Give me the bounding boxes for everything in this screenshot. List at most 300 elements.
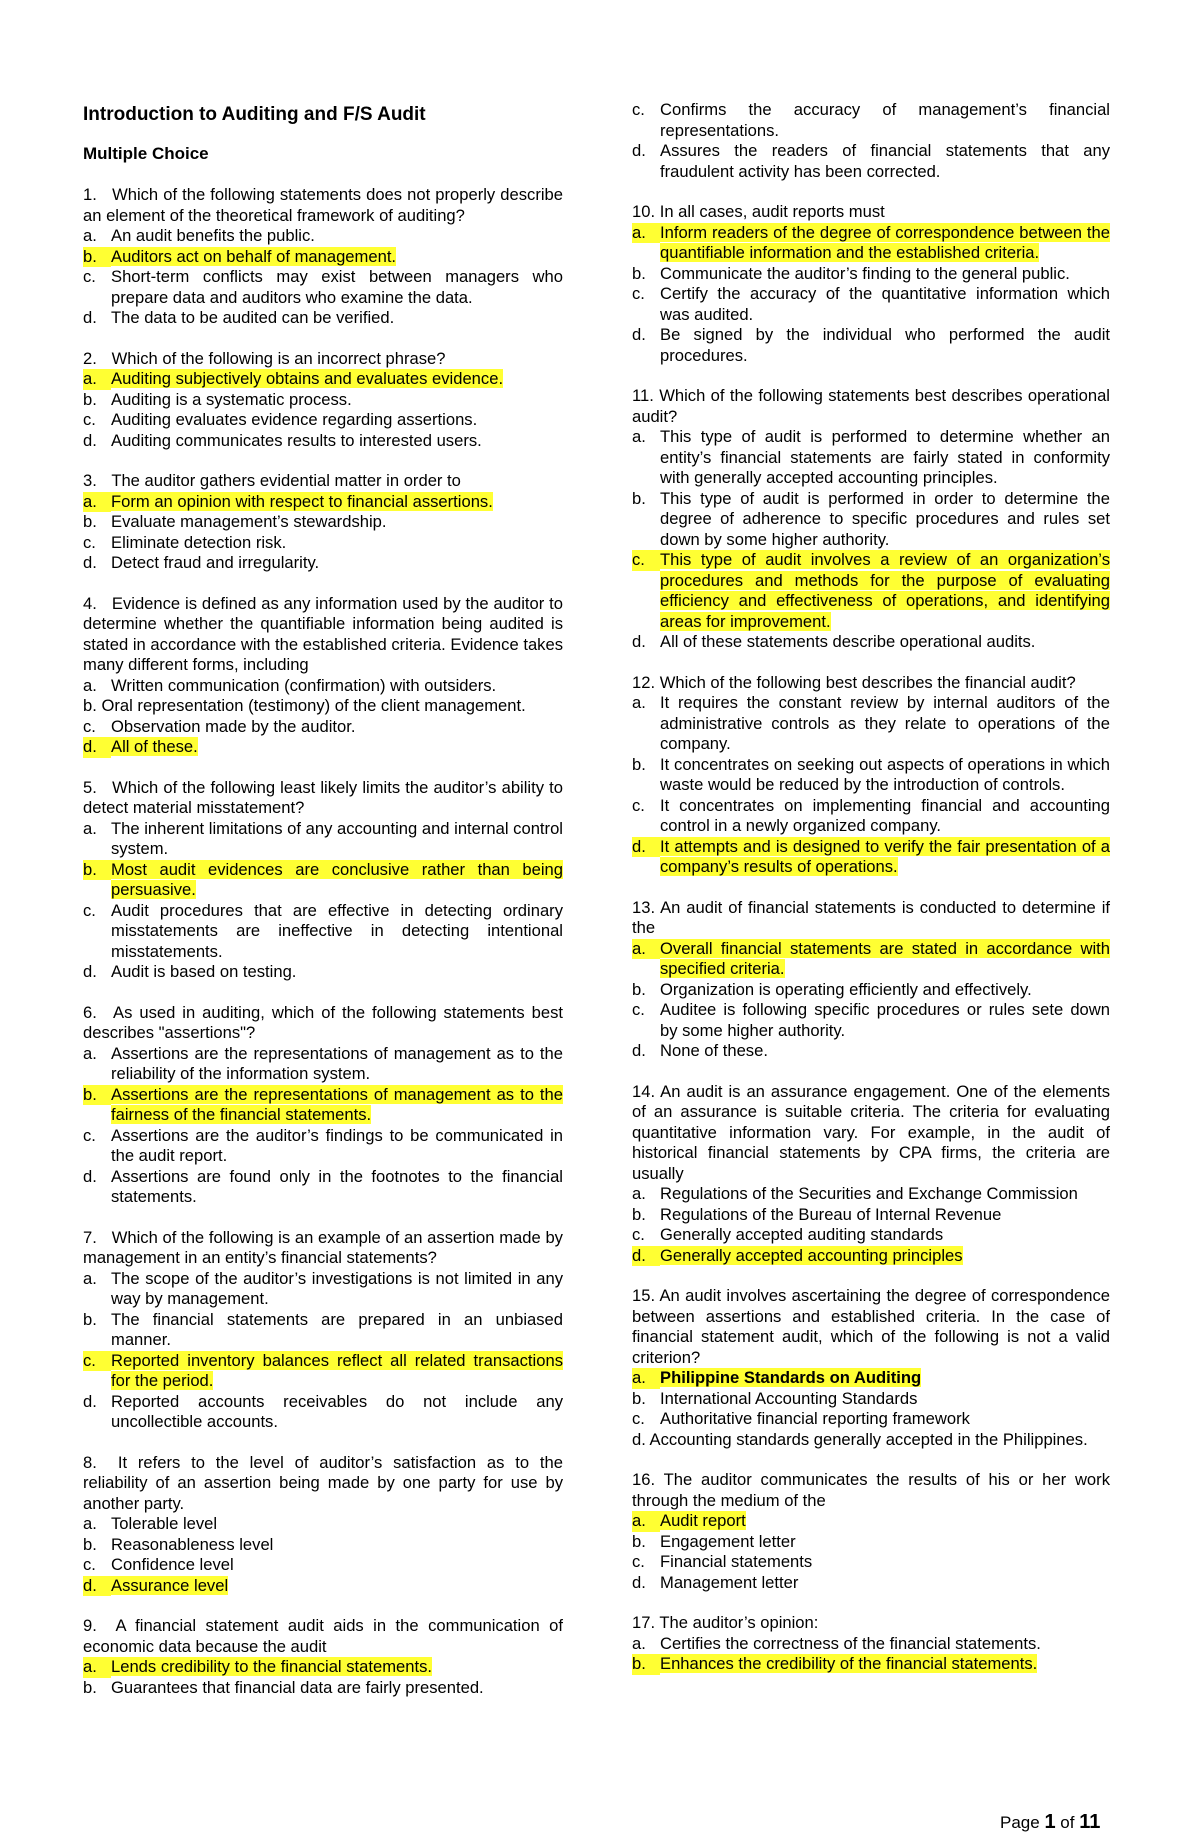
- question-stem: [632, 1470, 1110, 1511]
- option-text-wrap: [111, 553, 563, 574]
- option-text: Auditing subjectively obtains and evaluates evidence.: [111, 369, 504, 388]
- option: [83, 1678, 563, 1699]
- question-stem: [83, 594, 563, 676]
- option-text-wrap: [111, 676, 563, 697]
- option-text-wrap: [660, 980, 1110, 1001]
- question-text: In all cases, audit reports must: [659, 202, 885, 221]
- option: [83, 1126, 563, 1167]
- option: [632, 980, 1110, 1001]
- option-letter: d.: [632, 1041, 646, 1060]
- option-text-wrap: [111, 1167, 563, 1208]
- option: [632, 1205, 1110, 1226]
- option-text-wrap: [660, 693, 1110, 755]
- question-number: 8.: [83, 1452, 97, 1472]
- page-total: 11: [1079, 1811, 1101, 1833]
- option-text-wrap: [660, 264, 1110, 285]
- option-text: Management letter: [660, 1572, 799, 1592]
- question: [632, 1082, 1110, 1267]
- option-text: It attempts and is designed to verify the fair presentation of a company’s results of operations.: [660, 836, 1110, 876]
- option: [83, 1555, 563, 1576]
- question: [632, 898, 1110, 1062]
- option-letter: b.: [632, 263, 646, 283]
- option-text-wrap: [111, 390, 563, 411]
- option-letter: c.: [83, 1555, 96, 1574]
- option-letter: d.: [632, 325, 646, 344]
- option-letter: [83, 1657, 111, 1678]
- option-letter: [632, 223, 660, 264]
- option-text: Assertions are the auditor’s findings to be communicated in the audit report.: [111, 1125, 563, 1165]
- option: [632, 1409, 1110, 1430]
- option-letter-highlight: b.: [632, 1654, 660, 1675]
- option: [83, 1657, 563, 1678]
- option-text: Enhances the credibility of the financial statements.: [660, 1654, 1038, 1673]
- option-text: Auditing is a systematic process.: [111, 389, 352, 409]
- option-letter: [83, 369, 111, 390]
- option-letter-highlight: c.: [632, 550, 660, 571]
- option-text: This type of audit is performed to determine whether an entity’s financial statements are fairly stated in conformity with generally accepted accounting principles.: [660, 427, 1110, 487]
- option-text-wrap: [660, 939, 1110, 980]
- option-text: This type of audit is performed in order to determine the degree of adherence to specific procedures and rules set down by some higher authority.: [660, 488, 1110, 549]
- option: [83, 226, 563, 247]
- option-letter: a.: [83, 675, 97, 695]
- option-letter: c.: [632, 1409, 645, 1428]
- option-letter: b.: [632, 754, 646, 774]
- option-letter: [83, 247, 111, 268]
- option-letter: c.: [83, 900, 96, 920]
- option: [632, 1000, 1110, 1041]
- option-text-wrap: [111, 1535, 563, 1556]
- option-text: Philippine Standards on Auditing: [660, 1368, 922, 1387]
- option-text: The data to be audited can be verified.: [111, 308, 395, 327]
- option: [632, 223, 1110, 264]
- of-word: of: [1060, 1813, 1075, 1832]
- option-text: Certifies the correctness of the financial statements.: [660, 1633, 1041, 1653]
- option-text: Reported accounts receivables do not include any uncollectible accounts.: [111, 1391, 563, 1431]
- option-text: Regulations of the Securities and Exchange Commission: [660, 1184, 1078, 1203]
- question: [83, 778, 563, 983]
- option: [632, 1389, 1110, 1410]
- page-number: 1: [1044, 1811, 1056, 1833]
- option: [632, 1532, 1110, 1553]
- question-list-left: [83, 185, 563, 1698]
- question-stem: [83, 349, 563, 370]
- option-letter: b.: [83, 512, 97, 531]
- question-number: 11.: [632, 386, 654, 405]
- option-letter: a.: [83, 226, 97, 245]
- option-letter: b.: [632, 1388, 646, 1408]
- question-stem: [83, 471, 563, 492]
- question: [632, 202, 1110, 366]
- option: [632, 796, 1110, 837]
- question: [83, 185, 563, 329]
- option-letter: b.: [83, 1309, 97, 1329]
- option-text-wrap: [111, 819, 563, 860]
- option-text: Overall financial statements are stated in accordance with specified criteria.: [660, 938, 1110, 978]
- option-text: Regulations of the Bureau of Internal Revenue: [660, 1204, 1002, 1224]
- option-text: Confirms the accuracy of management’s financial representations.: [660, 100, 1110, 140]
- option-text-wrap: [111, 1514, 563, 1535]
- option-text: Organization is operating efficiently and effectively.: [660, 979, 1032, 999]
- option-text-wrap: [111, 962, 563, 983]
- option-text: Short-term conflicts may exist between managers who prepare data and auditors who examine the data.: [111, 267, 563, 307]
- question-text: Which of the following statements does not properly describe an element of the theoretical framework of auditing?: [83, 185, 563, 225]
- question: [83, 1003, 563, 1208]
- option-letter-highlight: b.: [83, 247, 111, 268]
- option-text-wrap: [660, 755, 1110, 796]
- option-text: None of these.: [660, 1041, 768, 1060]
- option-text-wrap: [111, 1310, 563, 1351]
- option-letter: b.: [83, 389, 97, 409]
- option-text: This type of audit involves a review of an organization’s procedures and methods for the purpose of evaluating efficiency and effectiveness of operations, and identifying areas for improvement.: [660, 550, 1110, 631]
- option-text: Be signed by the individual who performed the audit procedures.: [660, 325, 1110, 365]
- option-letter-highlight: b.: [83, 1085, 111, 1106]
- option-text: Form an opinion with respect to financial assertions.: [111, 491, 493, 511]
- option-letter: d.: [632, 632, 646, 651]
- option: [632, 1573, 1110, 1594]
- option: [632, 550, 1110, 632]
- question-list-right: [632, 202, 1110, 1675]
- option-letter-highlight: c.: [83, 1351, 111, 1372]
- question-stem: [83, 1453, 563, 1515]
- option: [83, 1085, 563, 1126]
- option-text-wrap: [111, 492, 563, 513]
- option-text: Reasonableness level: [111, 1534, 274, 1554]
- option-text: Accounting standards generally accepted in the Philippines.: [649, 1429, 1088, 1449]
- option-text: Assertions are found only in the footnotes to the financial statements.: [111, 1166, 563, 1206]
- option-letter: a.: [83, 1514, 97, 1533]
- option: [83, 267, 563, 308]
- section-title: Multiple Choice: [83, 144, 209, 163]
- option: [83, 819, 563, 860]
- option-text: Generally accepted accounting principles: [660, 1245, 963, 1265]
- option-letter: d.: [83, 1391, 97, 1411]
- option-text-wrap: [660, 427, 1110, 489]
- option-letter: [632, 1511, 660, 1532]
- question-text: Which of the following is an incorrect phrase?: [111, 348, 446, 368]
- option-letter: b.: [632, 979, 646, 999]
- option-letter: b.: [632, 1204, 646, 1224]
- option-text-wrap: [660, 284, 1110, 325]
- option-letter-highlight: d.: [632, 837, 660, 858]
- option-text-wrap: [111, 1555, 563, 1576]
- question-number: 7.: [83, 1227, 97, 1247]
- option-letter: [632, 837, 660, 878]
- question-number: 16.: [632, 1470, 656, 1489]
- question-text: As used in auditing, which of the following statements best describes "assertions"?: [83, 1002, 564, 1042]
- question: [632, 673, 1110, 878]
- option-text-wrap: [111, 860, 563, 901]
- question-number: 13.: [632, 897, 656, 917]
- option-letter: [83, 1351, 111, 1392]
- option-text-wrap: [111, 737, 563, 758]
- question-9-continued: [632, 100, 1110, 182]
- option-text-wrap: [660, 1654, 1110, 1675]
- option-text: Evaluate management’s stewardship.: [111, 512, 387, 531]
- option-text: Audit report: [660, 1511, 746, 1530]
- option-text: Assurance level: [111, 1575, 229, 1595]
- option-text-wrap: [111, 1351, 563, 1392]
- option-letter-highlight: a.: [83, 369, 111, 390]
- option-text: Written communication (confirmation) with outsiders.: [111, 675, 497, 695]
- option-text: Lends credibility to the financial statements.: [111, 1657, 432, 1676]
- option-letter: d.: [632, 1429, 646, 1449]
- option: [83, 1351, 563, 1392]
- question-text: The auditor gathers evidential matter in order to: [111, 471, 461, 490]
- option: [632, 264, 1110, 285]
- option-text-wrap: [111, 247, 563, 268]
- option: [83, 962, 563, 983]
- option-letter-highlight: a.: [83, 492, 111, 513]
- question-text: It refers to the level of auditor’s satisfaction as to the reliability of an assertion being made by one party for use by another party.: [83, 1452, 563, 1513]
- option-letter: [632, 1654, 660, 1675]
- option-text-wrap: [111, 1269, 563, 1310]
- option: [632, 837, 1110, 878]
- option: [83, 369, 563, 390]
- option: [83, 247, 563, 268]
- question: [83, 594, 563, 758]
- option-letter: b.: [632, 488, 646, 508]
- option-text-wrap: [111, 226, 563, 247]
- page-word: Page: [1000, 1813, 1040, 1832]
- question-number: 15.: [632, 1286, 656, 1305]
- option-text: Assures the readers of financial statements that any fraudulent activity has been corrected.: [660, 141, 1110, 181]
- question: [83, 1616, 563, 1698]
- question-stem: [83, 1228, 563, 1269]
- option-letter: c.: [632, 1000, 645, 1019]
- question-text: An audit is an assurance engagement. One of the elements of an assurance is suitable criteria. The criteria for evaluating quantitative information vary. For example, in the audit of historical financial statements by CPA firms, the criteria are usually: [632, 1081, 1110, 1183]
- option: [83, 1167, 563, 1208]
- option: [632, 1225, 1110, 1246]
- option-text: Most audit evidences are conclusive rather than being persuasive.: [111, 859, 563, 899]
- option-text: The financial statements are prepared in an unbiased manner.: [111, 1309, 563, 1349]
- option: [632, 100, 1110, 141]
- option-text-wrap: [660, 1041, 1110, 1062]
- option-text: Reported inventory balances reflect all related transactions for the period.: [111, 1350, 563, 1390]
- question-number: 12.: [632, 672, 656, 692]
- option-text-wrap: [660, 1409, 1110, 1430]
- question-number: 1.: [83, 185, 97, 204]
- question: [83, 1228, 563, 1433]
- question-stem: [83, 1003, 563, 1044]
- option-text-wrap: [111, 1576, 563, 1597]
- option-text-wrap: [111, 1392, 563, 1433]
- option-letter: a.: [83, 818, 97, 838]
- option-letter: c.: [632, 1552, 645, 1571]
- option: [83, 390, 563, 411]
- option-letter: a.: [632, 427, 646, 446]
- option-letter: [632, 550, 660, 632]
- option-text-wrap: [111, 512, 563, 533]
- option: [83, 553, 563, 574]
- option: [632, 284, 1110, 325]
- option-letter: d.: [83, 1166, 97, 1186]
- option-letter: a.: [83, 1268, 97, 1288]
- option-text: International Accounting Standards: [660, 1388, 918, 1408]
- question-number: 3.: [83, 471, 97, 490]
- option-letter-highlight: a.: [632, 939, 660, 960]
- option-letter: [632, 939, 660, 980]
- option-text-wrap: [111, 369, 563, 390]
- option-letter: c.: [83, 1125, 96, 1145]
- option: [83, 737, 563, 758]
- option-text-wrap: [660, 1000, 1110, 1041]
- option: [632, 141, 1110, 182]
- question-text: Which of the following is an example of an assertion made by management in an entity’s financial statements?: [83, 1227, 563, 1267]
- option-letter: d.: [632, 1572, 646, 1592]
- option-text-wrap: [660, 1184, 1110, 1205]
- option-text: It requires the constant review by internal auditors of the administrative controls as they relate to operations of the company.: [660, 693, 1110, 753]
- option: [83, 308, 563, 329]
- option: [632, 939, 1110, 980]
- question-text: The auditor communicates the results of his or her work through the medium of the: [632, 1470, 1110, 1510]
- option-text-wrap: [660, 550, 1110, 632]
- option: [632, 1368, 1110, 1389]
- option-text-wrap: [111, 1657, 563, 1678]
- option: [83, 696, 563, 717]
- question: [632, 1613, 1110, 1675]
- question-stem: [632, 1082, 1110, 1185]
- option-letter: c.: [632, 284, 645, 303]
- option-letter: a.: [632, 1633, 646, 1653]
- document-title: Introduction to Auditing and F/S Audit: [83, 104, 426, 125]
- option: [83, 901, 563, 963]
- question-stem: [83, 185, 563, 226]
- option: [83, 717, 563, 738]
- question-text: A financial statement audit aids in the communication of economic data because the audit: [83, 1616, 563, 1656]
- question-stem: [632, 673, 1110, 694]
- option-letter-highlight: d.: [632, 1246, 660, 1267]
- option-text-wrap: [660, 223, 1110, 264]
- option-text-wrap: [660, 1205, 1110, 1226]
- option-letter: c.: [83, 410, 96, 429]
- option-text-wrap: [660, 1532, 1110, 1553]
- option-text: Audit procedures that are effective in detecting ordinary misstatements are ineffective in detecting intentional misstatements.: [111, 900, 563, 961]
- question-stem: [632, 1613, 1110, 1634]
- question-text: An audit of financial statements is conducted to determine if the: [632, 897, 1111, 937]
- option-letter: c.: [632, 100, 645, 119]
- option-letter: b.: [632, 1531, 646, 1551]
- option-text: All of these.: [111, 737, 198, 756]
- option-text: Auditing communicates results to interested users.: [111, 430, 482, 450]
- option-text-wrap: [111, 901, 563, 963]
- option: [632, 1634, 1110, 1655]
- option: [632, 427, 1110, 489]
- option-text-wrap: [660, 1511, 1110, 1532]
- option-text-wrap: [660, 1246, 1110, 1267]
- question-number: 17.: [632, 1613, 656, 1632]
- option: [632, 1184, 1110, 1205]
- question-number: 5.: [83, 777, 97, 797]
- option-text: Auditee is following specific procedures or rules sete down by some higher authority.: [660, 1000, 1110, 1040]
- option-letter: c.: [83, 267, 96, 286]
- option-text: Eliminate detection risk.: [111, 532, 287, 552]
- option-text: Financial statements: [660, 1552, 813, 1571]
- option-text: Detect fraud and irregularity.: [111, 553, 320, 572]
- option-letter: [83, 1085, 111, 1126]
- option-text: Certify the accuracy of the quantitative information which was audited.: [660, 284, 1110, 324]
- option: [632, 325, 1110, 366]
- option: [83, 492, 563, 513]
- option-letter-highlight: a.: [632, 223, 660, 244]
- option: [632, 1552, 1110, 1573]
- option-text-wrap: [660, 1225, 1110, 1246]
- option-letter: a.: [83, 1043, 97, 1063]
- option: [83, 1576, 563, 1597]
- option-text-wrap: [111, 717, 563, 738]
- option-text-wrap: [111, 267, 563, 308]
- option-text-wrap: [111, 410, 563, 431]
- question-stem: [632, 1286, 1110, 1368]
- question-number: 6.: [83, 1002, 97, 1022]
- question: [83, 471, 563, 574]
- option-letter: [83, 860, 111, 901]
- question-number: 14.: [632, 1081, 656, 1101]
- option-text: Inform readers of the degree of correspondence between the quantifiable information and the established criteria.: [660, 222, 1110, 262]
- option: [632, 693, 1110, 755]
- option-letter: b.: [83, 1534, 97, 1554]
- option-letter: d.: [83, 308, 97, 327]
- option: [83, 860, 563, 901]
- option-text: It concentrates on implementing financial and accounting control in a newly organized company.: [660, 795, 1110, 835]
- option-letter: b.: [83, 1677, 97, 1697]
- option: [632, 1430, 1110, 1451]
- option: [632, 1654, 1110, 1675]
- option-letter-highlight: a.: [632, 1511, 660, 1532]
- option-text: An audit benefits the public.: [111, 226, 315, 245]
- option-letter-highlight: a.: [83, 1657, 111, 1678]
- question: [83, 1453, 563, 1597]
- option-letter: [83, 492, 111, 513]
- question: [632, 386, 1110, 653]
- option-letter: d.: [83, 962, 97, 981]
- option: [632, 1246, 1110, 1267]
- option: [632, 1041, 1110, 1062]
- option-text-wrap: [660, 1552, 1110, 1573]
- option-letter: c.: [83, 716, 96, 736]
- option: [632, 755, 1110, 796]
- question: [632, 1286, 1110, 1450]
- option-text-wrap: [660, 1368, 1110, 1389]
- option: [83, 512, 563, 533]
- option: [83, 1310, 563, 1351]
- option-text-wrap: [660, 1634, 1110, 1655]
- option-text: Confidence level: [111, 1555, 234, 1574]
- option-letter: c.: [632, 1225, 645, 1244]
- question-text: Which of the following statements best describes operational audit?: [632, 386, 1110, 426]
- option-text-wrap: [111, 1044, 563, 1085]
- option-text-wrap: [111, 533, 563, 554]
- option-letter-highlight: b.: [83, 860, 111, 881]
- option-text-wrap: [660, 325, 1110, 366]
- question-stem: [83, 1616, 563, 1657]
- option: [83, 1392, 563, 1433]
- option-text-wrap: [111, 1678, 563, 1699]
- option-letter: c.: [83, 532, 96, 552]
- option-text: Audit is based on testing.: [111, 962, 297, 981]
- option: [83, 1514, 563, 1535]
- option-letter: [83, 737, 111, 758]
- question-stem: [632, 898, 1110, 939]
- option-letter: d.: [83, 553, 97, 572]
- option-text: The inherent limitations of any accounting and internal control system.: [111, 818, 563, 858]
- option-text-wrap: [111, 308, 563, 329]
- option: [632, 632, 1110, 653]
- left-column: [83, 100, 563, 1718]
- option-letter-highlight: d.: [83, 1576, 111, 1597]
- right-column: [632, 100, 1110, 1695]
- option-letter: [632, 1246, 660, 1267]
- option: [83, 533, 563, 554]
